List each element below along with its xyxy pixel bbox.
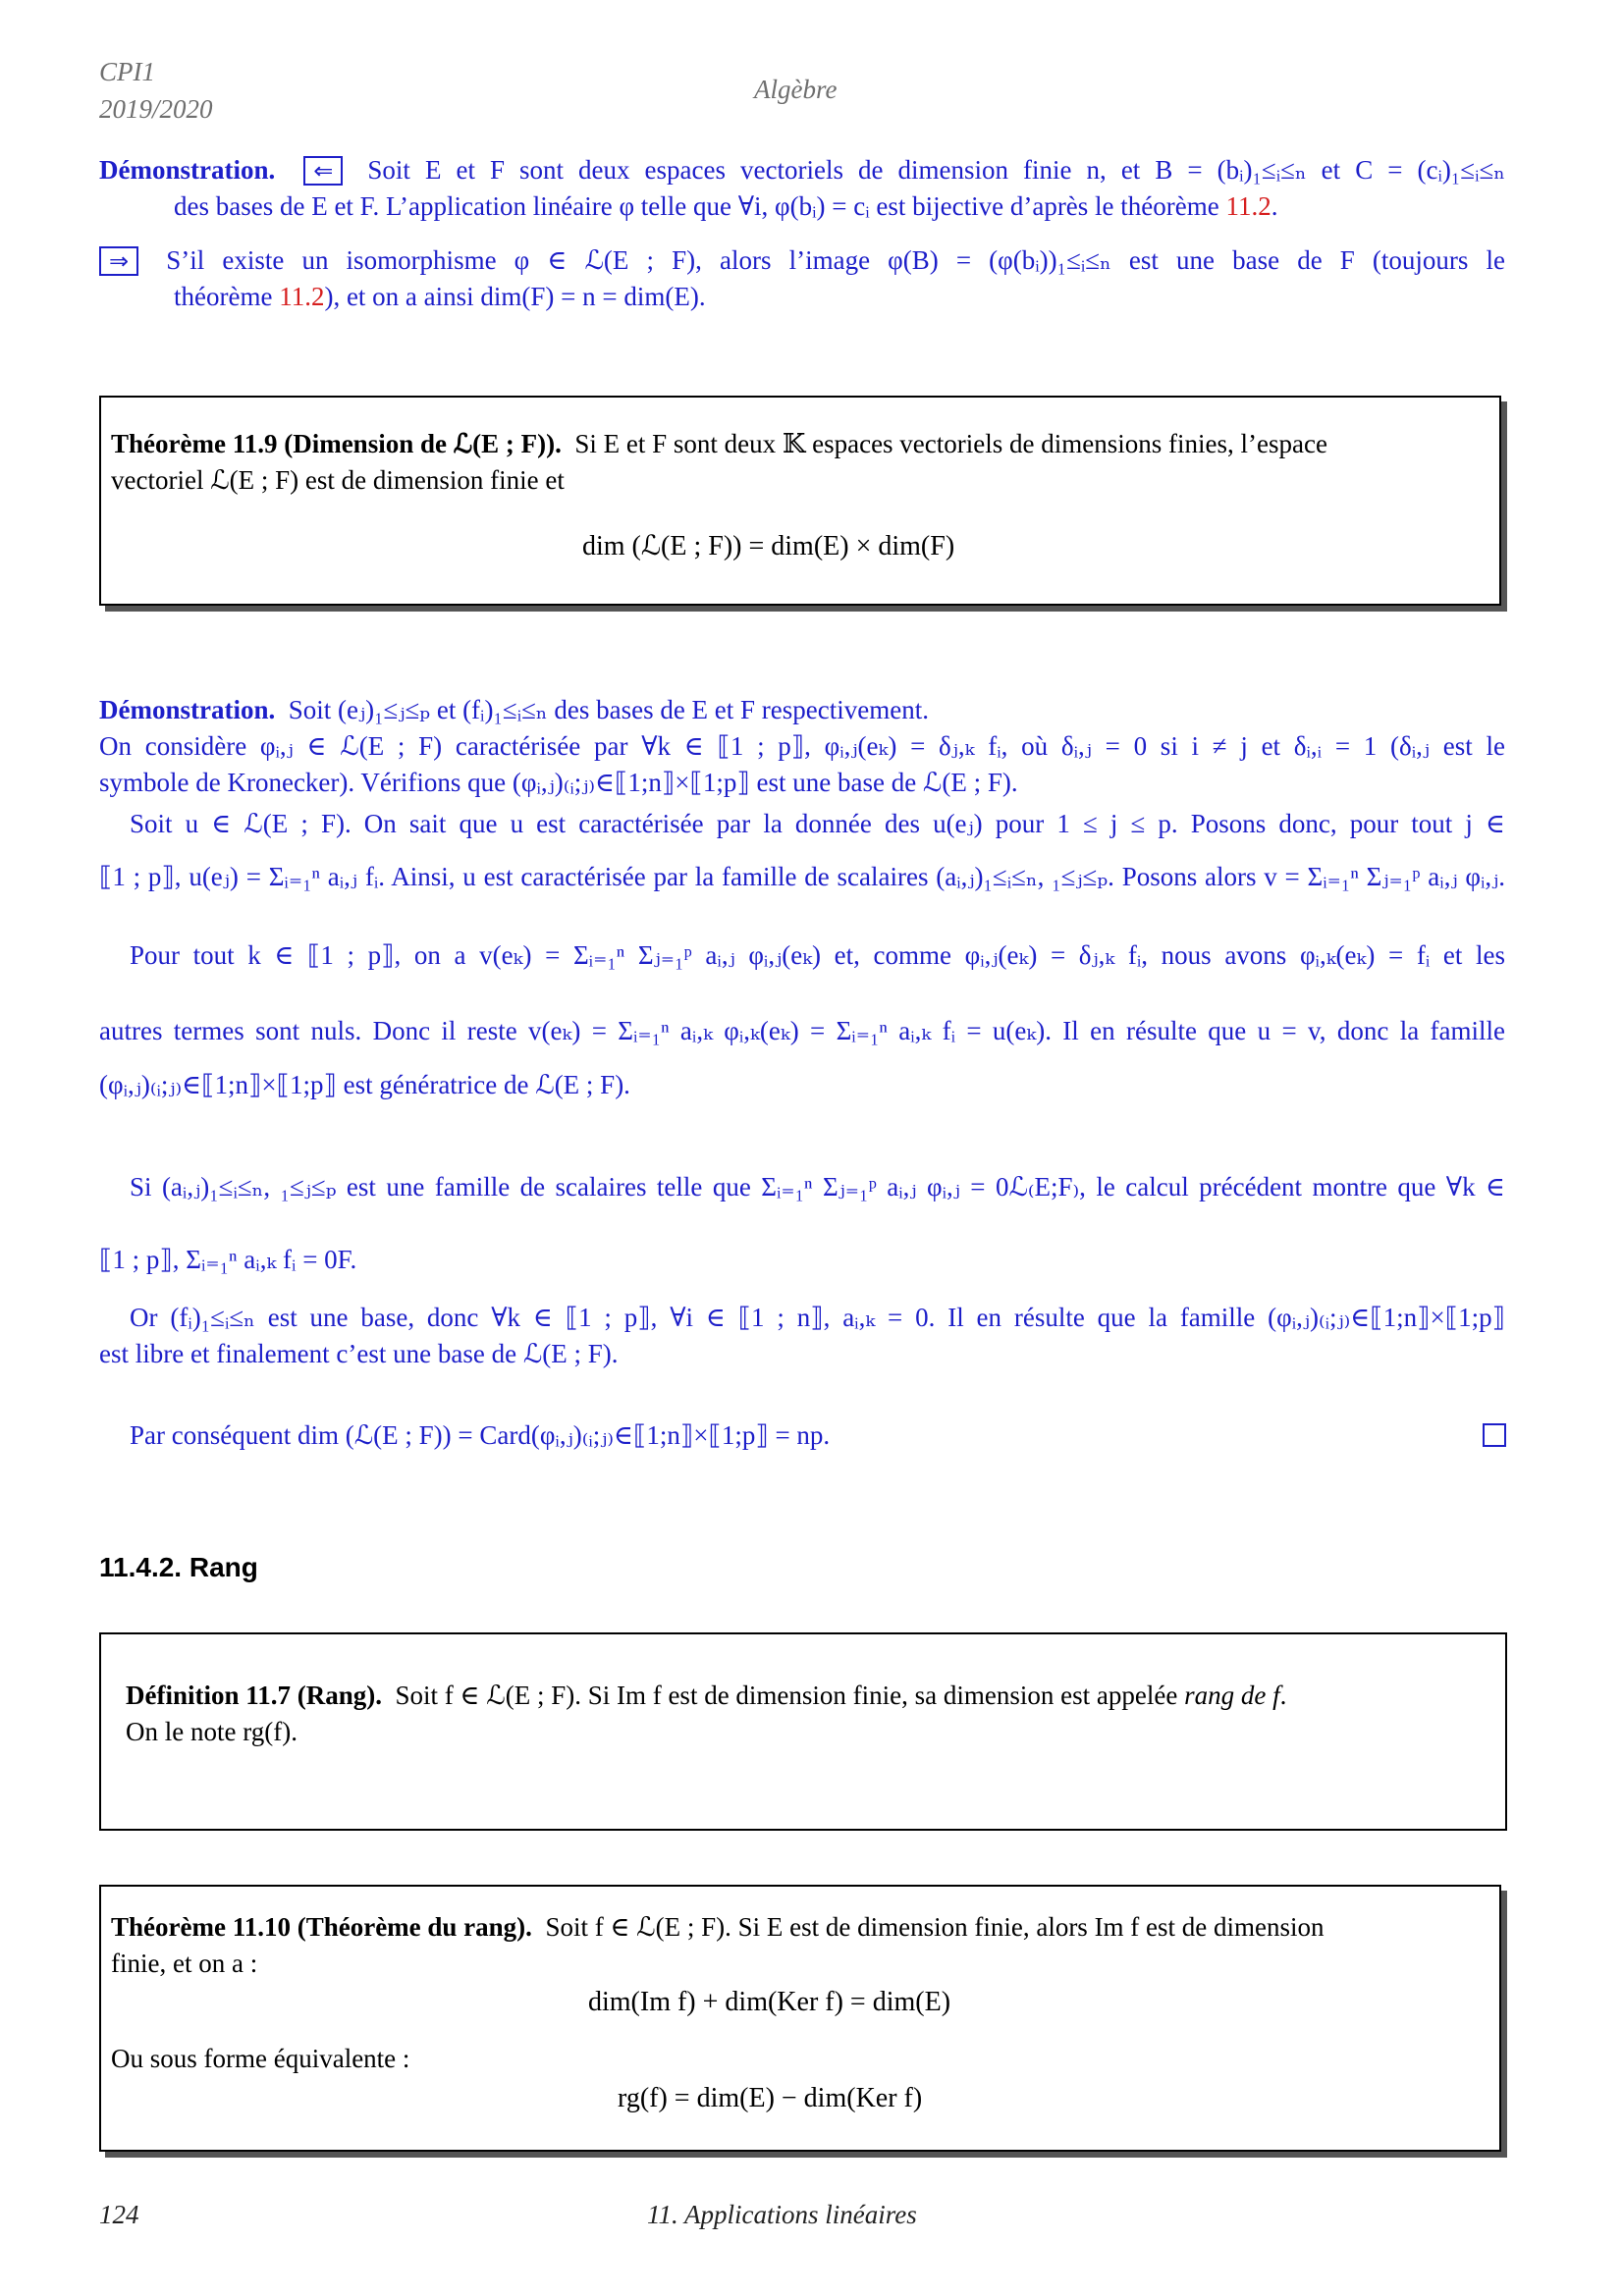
demo1-line2: des bases de E et F. L’application linéaire φ telle que ∀i, φ(bᵢ) = cᵢ est bijective d’après le théorème	[174, 191, 1226, 221]
chapter-title: 11. Applications linéaires	[647, 2200, 917, 2229]
header-subject: Algèbre	[754, 75, 838, 104]
theorem-11-9-box	[99, 396, 1501, 606]
demo1-line4: ), et on a ainsi dim(F) = n = dim(E).	[324, 282, 706, 311]
theorem-title: Théorème 11.9 (Dimension de ℒ(E ; F)).	[111, 429, 562, 458]
theorem-formula: dim (ℒ(E ; F)) = dim(E) × dim(F)	[582, 531, 955, 561]
theorem-ref-link[interactable]: 11.2	[1225, 191, 1271, 221]
qed-square-icon	[1483, 1423, 1506, 1447]
left-arrow-icon: ⇐	[303, 156, 343, 186]
definition-text-2: On le note rg(f).	[126, 1717, 298, 1746]
demo1-line1: Soit E et F sont deux espaces vectoriels de dimension finie n, et B = (bᵢ)₁≤ᵢ≤ₙ et C = (cᵢ)₁≤ᵢ≤ₙ	[367, 155, 1506, 185]
page-number: 124	[99, 2200, 139, 2229]
defined-term: rang de f	[1184, 1681, 1280, 1710]
demonstration-label: Démonstration.	[99, 695, 276, 724]
theorem-ref-link[interactable]: 11.2	[279, 282, 325, 311]
demonstration-label: Démonstration.	[99, 155, 276, 185]
definition-11-7-box: Définition 11.7 (Rang). Soit f ∈ ℒ(E ; F). Si Im f est de dimension finie, sa dimension est appelée rang de f. On le note rg(f).	[99, 1632, 1507, 1831]
header-year: 2019/2020	[99, 94, 213, 124]
demo1-line3: S’il existe un isomorphisme φ ∈ ℒ(E ; F), alors l’image φ(B) = (φ(bᵢ))₁≤ᵢ≤ₙ est une base de F (toujours le	[166, 245, 1506, 275]
theorem-text-2: vectoriel ℒ(E ; F) est de dimension finie et	[111, 465, 565, 495]
section-heading: 11.4.2. Rang	[99, 1552, 258, 1582]
header-course: CPI1	[99, 57, 155, 86]
theorem-text: Si E et F sont deux 𝕂 espaces vectoriels de dimensions finies, l’espace	[574, 429, 1327, 458]
rank-formula: dim(Im f) + dim(Ker f) = dim(E)	[588, 1987, 951, 2017]
theorem-11-10-box: Théorème 11.10 (Théorème du rang). Soit f ∈ ℒ(E ; F). Si E est de dimension finie, alors Im f est de dimension finie, et on a : dim(Im f) + dim(Ker f) = dim(E) Ou sous forme équivalente : rg(f) = dim(E) − dim(Ker f)	[99, 1885, 1501, 2152]
definition-title: Définition 11.7 (Rang).	[126, 1681, 383, 1710]
theorem-title: Théorème 11.10 (Théorème du rang).	[111, 1912, 532, 1942]
right-arrow-icon: ⇒	[99, 246, 138, 276]
rank-formula-equivalent: rg(f) = dim(E) − dim(Ker f)	[618, 2083, 923, 2113]
